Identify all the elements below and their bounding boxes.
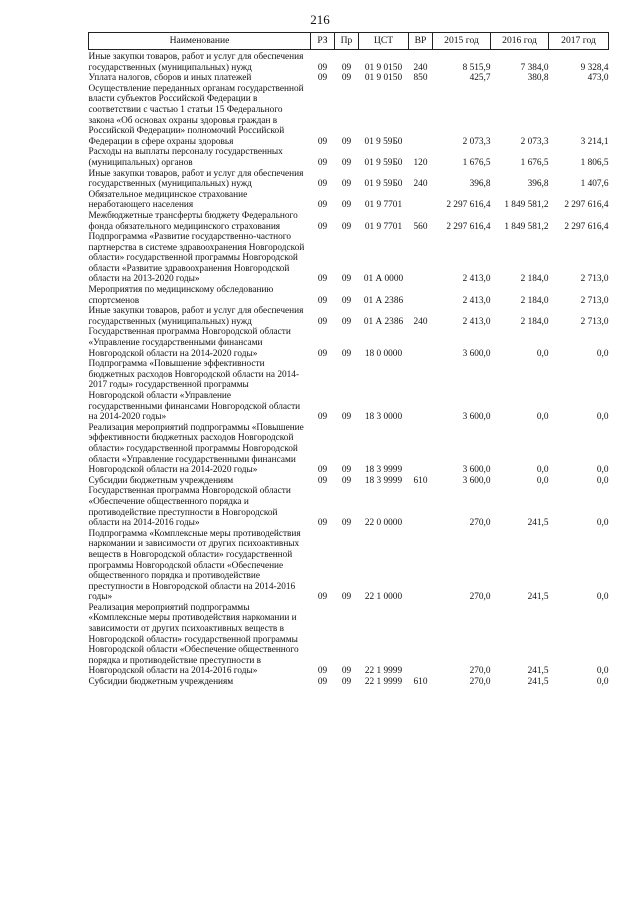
row-2015: 2 413,0 [462,295,491,306]
row-cst: 01 А 2386 [363,316,404,327]
row-2016: 0,0 [536,465,549,476]
row-2017: 2 713,0 [580,295,609,306]
row-rz: 09 [317,274,328,285]
row-2017: 3 214,1 [580,136,609,147]
row-2017: 9 328,4 [580,62,609,73]
row-2017: 2 297 616,4 [564,221,609,232]
budget-table [88,32,609,688]
table-header [89,33,609,50]
row-cst: 01 9 59Б0 [364,136,403,147]
row-2017: 1 806,5 [580,157,609,168]
row-2015: 8 515,9 [462,62,491,73]
row-name: Межбюджетные трансферты бюджету Федерального фонда обязательного медицинского страхования [88,210,298,232]
row-vr: 610 [413,475,428,486]
row-2016: 396,8 [527,179,549,190]
row-name: Государственная программа Новгородской области «Обеспечение общественного порядка и противодействие преступности в Новгородской области на 2014-2016 годы» [88,486,291,529]
table-row [89,232,609,285]
header-rz: РЗ [311,33,335,50]
row-pr: 09 [341,221,352,232]
row-2017: 2 297 616,4 [564,200,609,211]
row-vr: 120 [413,157,428,168]
row-2015: 1 676,5 [462,157,491,168]
row-2016: 2 073,3 [520,136,549,147]
row-name: Подпрограмма «Развитие государственно-частного партнерства в системе здравоохранения Новгородской области» государственной программы Новгородской области «Развитие здравоохранения Новгородской области на 2013-2020 годы» [88,232,305,285]
row-vr [409,529,433,603]
row-pr: 09 [341,475,352,486]
row-vr [409,359,433,423]
row-pr: 09 [341,592,352,603]
row-rz: 09 [317,677,328,688]
table-row [89,359,609,423]
row-2017: 0,0 [596,348,609,359]
row-rz: 09 [317,666,328,677]
row-pr: 09 [341,179,352,190]
row-2015: 396,8 [469,179,491,190]
row-rz: 09 [317,465,328,476]
row-name: Реализация мероприятий подпрограммы «Комплексные меры противодействия наркомании и зависимости от других психоактивных веществ в Новгородской области» государственной программы Новгородской области «Обеспечение общественного порядка и противодействие преступности в Новгородской области на 2014-2016 годы» [88,602,299,677]
table-row [89,285,609,306]
row-2016: 241,5 [527,518,549,529]
row-rz: 09 [317,518,328,529]
row-pr: 09 [341,274,352,285]
row-rz: 09 [317,136,328,147]
row-2015: 270,0 [469,677,491,688]
row-rz: 09 [317,179,328,190]
row-pr: 09 [341,62,352,73]
row-2017: 0,0 [596,666,609,677]
row-2015: 2 297 616,4 [446,200,491,211]
row-2015: 3 600,0 [462,348,491,359]
row-2016: 380,8 [527,73,549,84]
row-rz: 09 [317,412,328,423]
row-vr: 240 [413,316,428,327]
row-pr: 09 [341,136,352,147]
row-cst: 01 9 7701 [364,221,403,232]
row-2017: 1 407,6 [580,179,609,190]
row-2015: 270,0 [469,518,491,529]
table-body [89,50,609,688]
row-cst: 22 1 0000 [364,592,403,603]
row-name: Субсидии бюджетным учреждениям [88,475,234,486]
row-2017: 0,0 [596,475,609,486]
row-name: Осуществление переданных органам государственной власти субъектов Российской Федерации в соответствии с частью 1 статьи 15 Федерального закона «Об основах охраны здоровья граждан в Российской Федерации» полномочий Российской Федерации в сфере охраны здоровья [88,83,304,147]
table-row [89,73,609,84]
row-rz: 09 [317,592,328,603]
row-vr [409,327,433,359]
row-cst: 18 0 0000 [364,348,403,359]
row-vr [409,603,433,677]
row-vr: 560 [413,221,428,232]
table-row [89,529,609,603]
row-rz: 09 [317,316,328,327]
row-name: Подпрограмма «Повышение эффективности бюджетных расходов Новгородской области на 2014-2017 годы» государственной программы Новгородской области «Управление государственными финансами Новгородской области на 2014-2020 годы» [88,359,301,423]
header-pr: Пр [335,33,359,50]
row-cst: 22 1 9999 [364,677,403,688]
row-name: Государственная программа Новгородской области «Управление государственными финансами Новгородской области на 2014-2020 годы» [88,327,291,359]
row-2017: 0,0 [596,465,609,476]
row-2016: 2 184,0 [520,274,549,285]
row-rz: 09 [317,348,328,359]
row-2017: 0,0 [596,592,609,603]
row-name: Подпрограмма «Комплексные меры противодействия наркомании и зависимости от других психоактивных веществ в Новгородской области» государственной программы Новгородской области «Обеспечение общественного порядка и противодействие преступности в Новгородской области на 2014-2016 годы» [88,528,301,603]
row-2017: 0,0 [596,518,609,529]
row-pr: 09 [341,295,352,306]
row-vr: 850 [413,73,428,84]
row-vr: 610 [413,677,428,688]
row-2015: 2 073,3 [462,136,491,147]
row-2016: 1 849 581,2 [504,200,549,211]
row-2015: 270,0 [469,592,491,603]
row-vr: 240 [413,62,428,73]
row-2016: 2 184,0 [520,316,549,327]
row-2016: 0,0 [536,412,549,423]
row-vr [409,84,433,148]
row-name: Расходы на выплаты персоналу государственных (муниципальных) органов [88,147,283,168]
header-2016: 2016 год [491,33,549,50]
table-row [89,327,609,359]
header-vr: ВР [409,33,433,50]
row-pr: 09 [341,73,352,84]
row-vr: 240 [413,179,428,190]
row-rz: 09 [317,475,328,486]
row-cst: 01 А 2386 [363,295,404,306]
table-row [89,169,609,190]
row-name: Обязательное медицинское страхование неработающего населения [88,189,248,211]
row-2016: 0,0 [536,475,549,486]
header-2017: 2017 год [549,33,609,50]
table-row [89,190,609,211]
row-2016: 1 849 581,2 [504,221,549,232]
row-vr [409,232,433,285]
row-pr: 09 [341,200,352,211]
row-pr: 09 [341,518,352,529]
header-2015: 2015 год [433,33,491,50]
row-rz: 09 [317,73,328,84]
row-name: Иные закупки товаров, работ и услуг для обеспечения государственных (муниципальных) нужд [88,52,304,73]
row-name: Иные закупки товаров, работ и услуг для обеспечения государственных (муниципальных) нужд [88,168,304,190]
row-pr: 09 [341,677,352,688]
row-rz: 09 [317,221,328,232]
row-2015: 3 600,0 [462,475,491,486]
table-row [89,486,609,528]
row-vr [409,486,433,528]
row-cst: 22 0 0000 [364,518,403,529]
row-cst: 01 9 0150 [364,73,403,84]
row-2015: 3 600,0 [462,465,491,476]
row-name: Мероприятия по медицинскому обследованию спортсменов [88,285,274,306]
row-cst: 18 3 0000 [364,412,403,423]
table-row [89,476,609,487]
row-2017: 2 713,0 [580,316,609,327]
row-2017: 0,0 [596,677,609,688]
row-2016: 241,5 [527,592,549,603]
row-name: Реализация мероприятий подпрограммы «Повышение эффективности бюджетных расходов Новгородской области» государственной программы Новгородской области «Управление государственными финансами Новгородской области на 2014-2020 годы» [88,422,304,476]
table-row [89,603,609,677]
row-rz: 09 [317,157,328,168]
row-pr: 09 [341,666,352,677]
row-cst: 18 3 9999 [364,465,403,476]
row-2017: 2 713,0 [580,274,609,285]
row-2016: 1 676,5 [520,157,549,168]
row-name: Субсидии бюджетным учреждениям [88,677,234,688]
row-cst: 01 9 59Б0 [364,157,403,168]
row-2015: 2 297 616,4 [446,221,491,232]
table-row [89,84,609,148]
row-2016: 241,5 [527,666,549,677]
table-row [89,677,609,688]
table-row [89,306,609,327]
header-cst: ЦСТ [359,33,409,50]
row-rz: 09 [317,200,328,211]
table-row [89,50,609,74]
row-2015: 2 413,0 [462,274,491,285]
row-cst: 18 3 9999 [364,475,403,486]
row-2016: 2 184,0 [520,295,549,306]
row-pr: 09 [341,348,352,359]
row-cst: 01 9 59Б0 [364,179,403,190]
row-rz: 09 [317,62,328,73]
row-rz: 09 [317,295,328,306]
table-row [89,423,609,476]
row-2016: 241,5 [527,677,549,688]
row-name: Иные закупки товаров, работ и услуг для обеспечения государственных (муниципальных) нужд [88,306,304,327]
row-cst: 01 А 0000 [363,274,404,285]
row-2015: 270,0 [469,666,491,677]
row-vr [409,423,433,476]
row-pr: 09 [341,316,352,327]
row-vr [409,285,433,306]
row-2015: 425,7 [469,73,491,84]
row-vr [409,190,433,211]
page-number: 216 [310,12,330,27]
row-2015: 2 413,0 [462,316,491,327]
row-pr: 09 [341,465,352,476]
header-name: Наименование [89,33,311,50]
row-pr: 09 [341,157,352,168]
row-2016: 7 384,0 [520,62,549,73]
row-2017: 473,0 [587,73,609,84]
row-2016: 0,0 [536,348,549,359]
row-pr: 09 [341,412,352,423]
row-cst: 22 1 9999 [364,666,403,677]
row-cst: 01 9 7701 [364,200,403,211]
row-name: Уплата налогов, сборов и иных платежей [88,73,252,84]
table-row [89,211,609,232]
row-cst: 01 9 0150 [364,62,403,73]
row-2015: 3 600,0 [462,412,491,423]
table-row [89,147,609,168]
row-2017: 0,0 [596,412,609,423]
